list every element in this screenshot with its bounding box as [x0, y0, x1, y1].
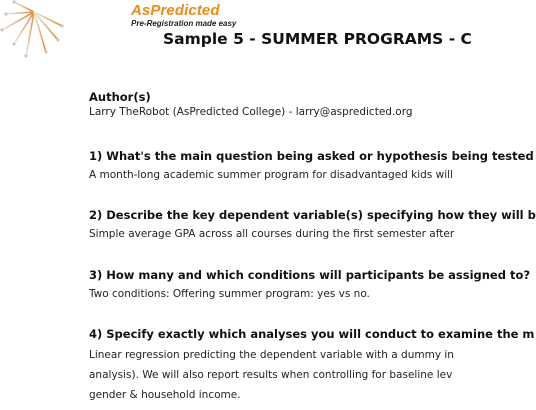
author-section [89, 90, 413, 120]
question-4 [89, 327, 534, 405]
question-heading: 2) Describe the key dependent variable(s) specifying how they will b [89, 208, 536, 222]
answer-line: Two conditions: Offering summer program: yes vs no. [89, 288, 370, 300]
question-heading: 3) How many and which conditions will participants be assigned to? [89, 268, 531, 282]
aspredicted-logo-icon[interactable] [0, 0, 132, 62]
logo-tagline: Pre-Registration made easy [131, 19, 237, 28]
answer-line: A month-long academic summer program for disadvantaged kids will [89, 169, 453, 181]
question-heading: 1) What's the main question being asked or hypothesis being tested [89, 149, 534, 163]
answer-line: Simple average GPA across all courses during the first semester after [89, 228, 455, 240]
author-heading: Author(s) [89, 90, 151, 104]
question-heading: 4) Specify exactly which analyses you will conduct to examine the m [89, 327, 535, 341]
answer-line: Linear regression predicting the dependent variable with a dummy in [89, 349, 454, 361]
author-text: Larry TheRobot (AsPredicted College) - larry@aspredicted.org [89, 106, 413, 118]
logo-name[interactable]: AsPredicted [131, 2, 220, 19]
question-2 [89, 208, 536, 241]
answer-line: analysis). We will also report results when controlling for baseline lev [89, 369, 453, 381]
page-title: Sample 5 - SUMMER PROGRAMS - C [163, 30, 472, 48]
question-3 [89, 268, 530, 301]
question-1 [89, 149, 534, 182]
answer-line: gender & household income. [89, 389, 241, 401]
